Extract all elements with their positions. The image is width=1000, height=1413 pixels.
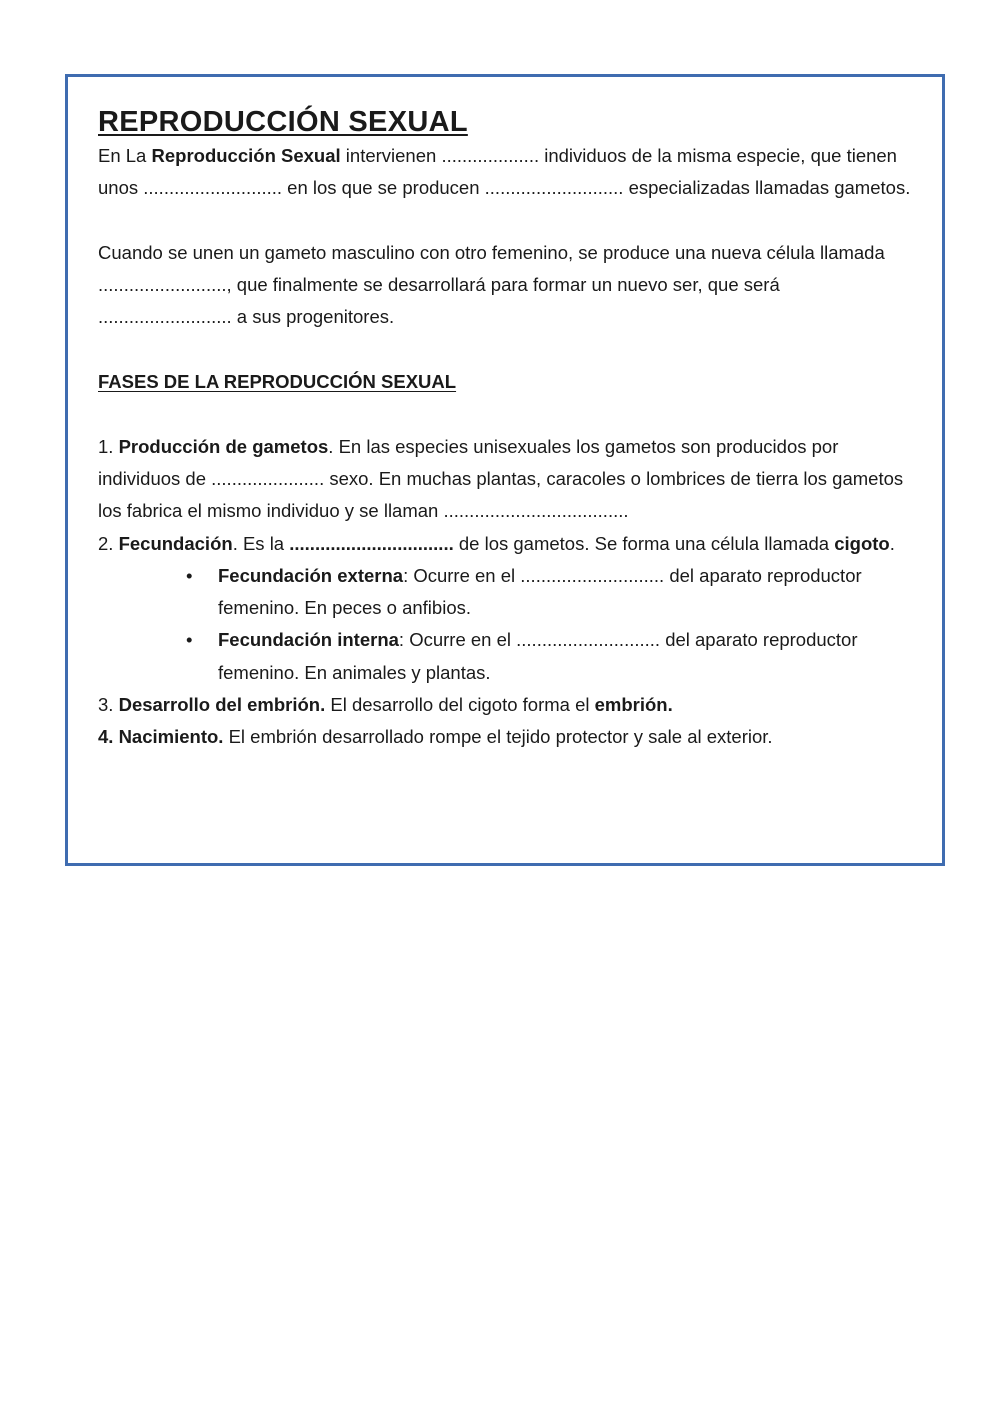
phase-text: . Es la xyxy=(232,532,290,554)
fertilization-paragraph: Cuando se unen un gameto masculino con otro femenino, se produce una nueva célula llamada ........................., que finalmente se desarrollará para formar un nuevo ser, que será .......................... a sus progenitores. xyxy=(98,241,885,328)
phase-number: 1. xyxy=(98,435,119,457)
list-item-title: Fecundación externa xyxy=(218,564,404,586)
phase-3 xyxy=(98,689,912,721)
section-subtitle: FASES DE LA REPRODUCCIÓN SEXUAL xyxy=(98,371,457,393)
phase-1 xyxy=(98,431,912,528)
phase-title: 4. Nacimiento. xyxy=(98,726,224,748)
intro-paragraph xyxy=(98,140,912,205)
intro-text-start: En La xyxy=(98,145,152,166)
phase-2 xyxy=(98,528,912,560)
phase-4 xyxy=(98,721,912,753)
intro-bold-term: Reproducción Sexual xyxy=(151,145,341,166)
bold-term: cigoto xyxy=(834,532,890,554)
list-item-text: : Ocurre en el ............................ del aparato reproductor femenino. En peces o anfibios. xyxy=(218,564,862,619)
spacer xyxy=(98,205,912,237)
bullet-icon: • xyxy=(186,564,193,586)
fecundation-types-list xyxy=(98,560,912,689)
page-title: REPRODUCCIÓN SEXUAL xyxy=(98,106,468,138)
phase-title: Desarrollo del embrión. xyxy=(118,694,326,716)
phase-number: 3. xyxy=(98,694,119,716)
phase-text: . En las especies unisexuales los gametos son producidos por individuos de ...................... sexo. En muchas plantas, caracoles o lombrices de tierra los gametos los fabrica el mismo individuo y se llaman .................................... xyxy=(98,435,904,522)
spacer xyxy=(98,334,912,366)
body-text xyxy=(98,140,912,754)
phase-text: El desarrollo del cigoto forma el xyxy=(325,694,595,716)
phase-text: El embrión desarrollado rompe el tejido protector y sale al exterior. xyxy=(223,726,773,748)
phase-text: de los gametos. Se forma una célula llamada xyxy=(453,532,835,554)
spacer xyxy=(98,398,912,430)
list-item-title: Fecundación interna xyxy=(218,629,399,651)
content-box xyxy=(65,74,945,866)
phase-number: 2. xyxy=(98,532,119,554)
bold-term: embrión. xyxy=(594,694,673,716)
bullet-icon: • xyxy=(186,629,193,651)
list-item-text: : Ocurre en el ............................ del aparato reproductor femenino. En animales y plantas. xyxy=(218,629,858,683)
blank-dots: ................................ xyxy=(289,532,454,554)
phase-title: Fecundación xyxy=(118,532,233,554)
list-item xyxy=(98,624,912,689)
intro-text-rest: intervienen ................... individuos de la misma especie, que tienen unos ........................... en los que se producen ........................... especializadas llamadas gametos. xyxy=(98,145,911,199)
list-item xyxy=(98,560,912,625)
phase-title: Producción de gametos xyxy=(118,435,329,457)
phase-text: . xyxy=(889,532,895,554)
